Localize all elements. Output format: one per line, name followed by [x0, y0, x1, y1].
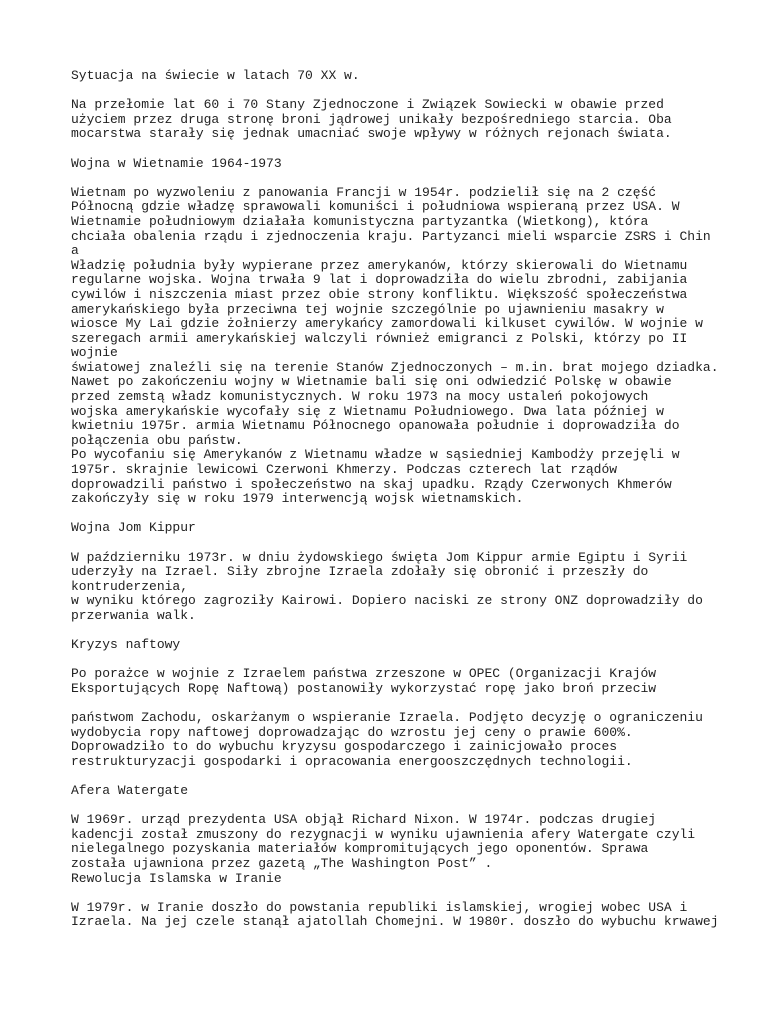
text-line: W październiku 1973r. w dniu żydowskiego święta Jom Kippur armie Egiptu i Syrii [71, 549, 688, 565]
text-line: doprowadzili państwo i społeczeństwo na skaj upadku. Rządy Czerwonych Khmerów [71, 476, 672, 492]
text-line: chciała obalenia rządu i zjednoczenia kraju. Partyzanci mieli wsparcie ZSRS i Chin [71, 228, 711, 244]
text-line: przerwania walk. [71, 607, 196, 623]
heading-oil-crisis [71, 638, 761, 653]
text-line: kontruderzenia, [71, 578, 189, 594]
text-line: Izraela. Na jej czele stanął ajatollah Chomejni. W 1980r. doszło do wybuchu krwawej [71, 914, 719, 930]
yom-kippur-paragraph [71, 551, 761, 624]
text-line: w wyniku którego zagroziły Kairowi. Dopiero naciski ze strony ONZ doprowadziły do [71, 593, 703, 609]
text-line: nielegalnego pozyskania materiałów kompromitujących jego oponentów. Sprawa [71, 841, 649, 857]
heading-watergate [71, 784, 761, 799]
text-line: Nawet po zakończeniu wojny w Wietnamie bali się oni odwiedzić Polskę w obawie [71, 374, 672, 390]
text-line: kwietniu 1975r. armia Wietnamu Północnego opanowała południe i doprowadziła do [71, 418, 680, 434]
text-line: W 1969r. urząd prezydenta USA objął Richard Nixon. W 1974r. podczas drugiej [71, 812, 657, 828]
title [71, 69, 761, 84]
text-line: cywilów i niszczenia miast przez obie strony konfliktu. Większość społeczeństwa [71, 286, 688, 302]
text-line: Sytuacja na świecie w latach 70 XX w. [71, 68, 360, 83]
text-line: przed zemstą władz komunistycznych. W roku 1973 na mocy ustaleń pokojowych [71, 389, 649, 405]
text-line: Wojna w Wietnamie 1964-1973 [71, 155, 282, 171]
text-line: Kryzys naftowy [71, 637, 181, 653]
text-line: amerykańskiego była przeciwna tej wojnie szczególnie po ujawnieniu masakry w [71, 301, 664, 317]
text-line: Władzię południa były wypierane przez amerykanów, którzy skierowali do Wietnamu [71, 257, 688, 273]
iran-paragraph [71, 901, 761, 930]
text-line: Wietnamie południowym działała komunistyczna partyzantka (Wietkong), która [71, 213, 649, 229]
text-line: a [71, 243, 79, 259]
text-line: regularne wojska. Wojna trwała 9 lat i doprowadziła do wielu zbrodni, zabijania [71, 272, 688, 288]
text-line: wydobycia ropy naftowej doprowadzając do wzrostu jej ceny o prawie 600%. [71, 724, 633, 740]
text-line: szeregach armii amerykańskiej walczyli również emigranci z Polski, którzy po II [71, 330, 688, 346]
text-line: wojnie [71, 345, 118, 361]
text-line: Północną gdzie władzę sprawowali komuniści i południowa wspieraną przez USA. W [71, 199, 680, 215]
oil-crisis-paragraph-1 [71, 667, 761, 696]
text-line: Wojna Jom Kippur [71, 520, 196, 536]
heading-vietnam [71, 157, 761, 172]
text-line: restrukturyzacji gospodarki i opracowania energooszczędnych technologii. [71, 753, 633, 769]
text-line: użyciem przez druga stronę broni jądrowej unikały bezpośredniego starcia. Oba [71, 111, 672, 127]
text-line: Eksportujących Ropę Naftową) postanowiły wykorzystać ropę jako broń przeciw [71, 680, 657, 696]
text-line: światowej znaleźli się na terenie Stanów Zjednoczonych – m.in. brat mojego dziadka. [71, 359, 719, 375]
text-line: wiosce My Lai gdzie żołnierzy amerykańcy zamordowali kilkuset cywilów. W wojnie w [71, 316, 703, 332]
intro-paragraph [71, 98, 761, 142]
text-line: zakończyły się w roku 1979 interwencją wojsk wietnamskich. [71, 491, 524, 507]
text-line: mocarstwa starały się jednak umacniać swoje wpływy w różnych rejonach świata. [71, 126, 672, 142]
text-line: wojska amerykańskie wycofały się z Wietnamu Południowego. Dwa lata później w [71, 403, 664, 419]
text-line: Wietnam po wyzwoleniu z panowania Francji w 1954r. podzielił się na 2 część [71, 184, 657, 200]
text-line: Rewolucja Islamska w Iranie [71, 870, 282, 886]
text-line: Na przełomie lat 60 i 70 Stany Zjednoczone i Związek Sowiecki w obawie przed [71, 97, 664, 113]
text-line: 1975r. skrajnie lewicowi Czerwoni Khmerzy. Podczas czterech lat rządów [71, 462, 618, 478]
document-page [71, 69, 761, 945]
text-line: kadencji został zmuszony do rezygnacji w wyniku ujawnienia afery Watergate czyli [71, 826, 696, 842]
text-line: została ujawniona przez gazetą „The Washington Post” . [71, 856, 493, 872]
text-line: państwom Zachodu, oskarżanym o wspieranie Izraela. Podjęto decyzję o ograniczeniu [71, 710, 703, 726]
watergate-paragraph [71, 813, 761, 886]
oil-crisis-paragraph-2 [71, 711, 761, 769]
text-line: Afera Watergate [71, 783, 189, 799]
text-line: Doprowadziło to do wybuchu kryzysu gospodarczego i zainicjowało proces [71, 739, 618, 755]
text-line: W 1979r. w Iranie doszło do powstania republiki islamskiej, wrogiej wobec USA i [71, 899, 688, 915]
heading-yom-kippur [71, 521, 761, 536]
text-line: Po wycofaniu się Amerykanów z Wietnamu władze w sąsiedniej Kambodży przejęli w [71, 447, 680, 463]
vietnam-paragraph [71, 186, 761, 507]
text-line: Po porażce w wojnie z Izraelem państwa zrzeszone w OPEC (Organizacji Krajów [71, 666, 657, 682]
text-line: uderzyły na Izrael. Siły zbrojne Izraela zdołały się obronić i przeszły do [71, 564, 649, 580]
text-line: połączenia obu państw. [71, 432, 243, 448]
